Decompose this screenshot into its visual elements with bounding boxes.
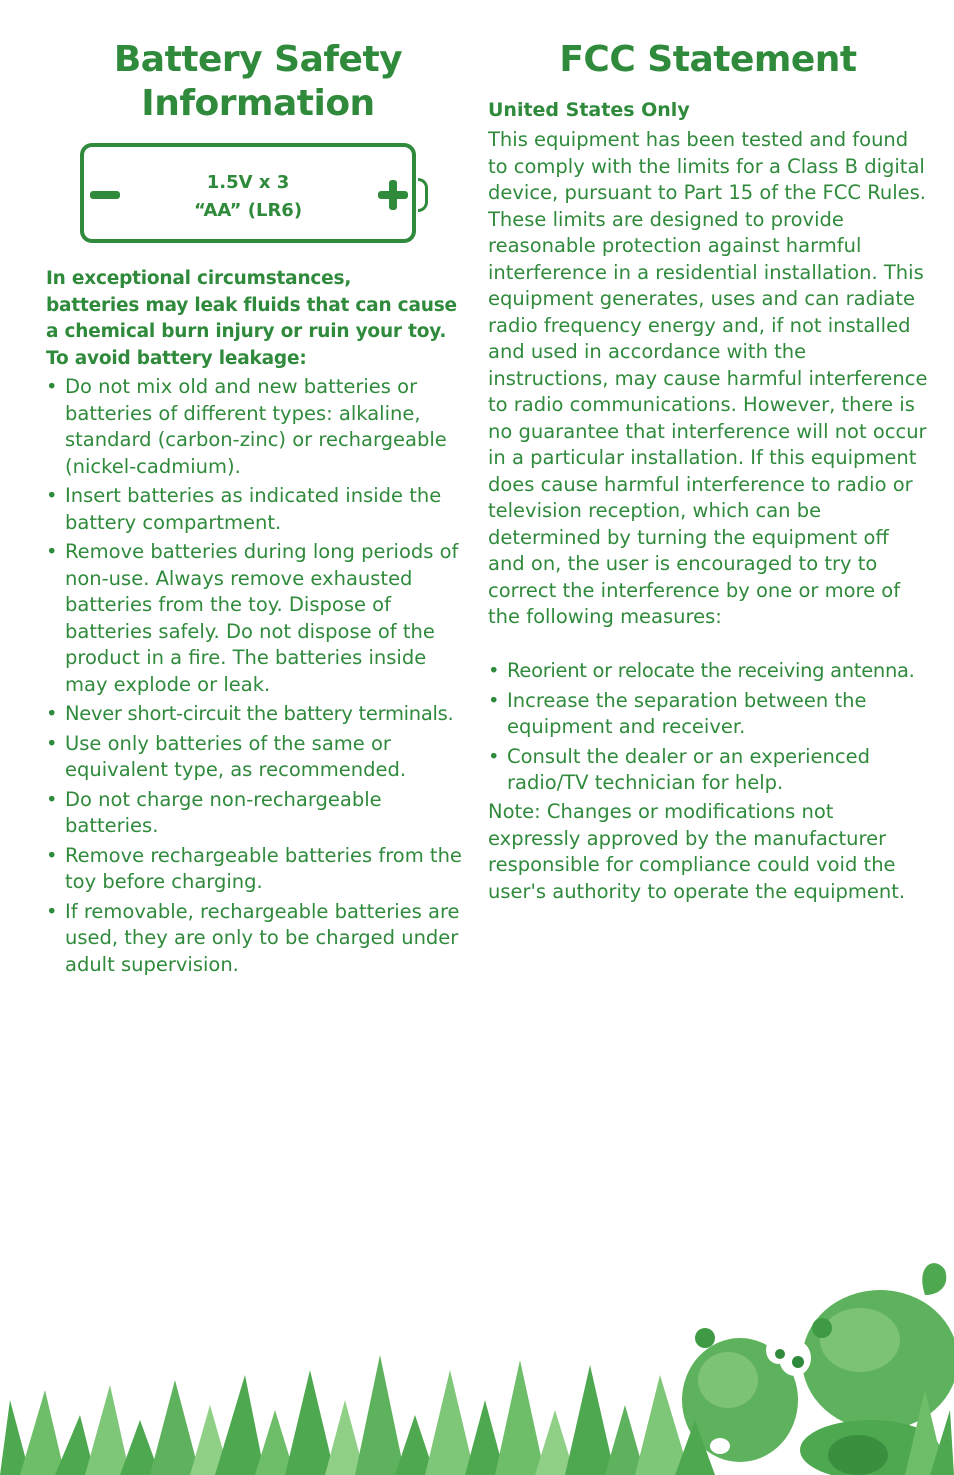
battery-safety-list: [46, 374, 474, 981]
list-item: • Never short-circuit the battery terminals.: [46, 701, 474, 728]
fcc-measures-list: [488, 658, 934, 800]
plus-terminal-icon: [389, 180, 397, 210]
list-item: • Use only batteries of the same or equivalent type, as recommended.: [46, 731, 474, 784]
list-item: • If removable, rechargeable batteries are used, they are only to be charged under adult supervision.: [46, 899, 474, 979]
battery-label: [84, 169, 412, 225]
list-item: • Do not mix old and new batteries or batteries of different types: alkaline, standard (carbon-zinc) or rechargeable (nickel-cadmium).: [46, 374, 474, 480]
leakage-warning: [46, 266, 470, 372]
list-item: • Insert batteries as indicated inside the battery compartment.: [46, 483, 474, 536]
battery-nub-icon: [418, 178, 428, 212]
fcc-section: [488, 38, 928, 82]
list-item: • Remove rechargeable batteries from the toy before charging.: [46, 843, 474, 896]
battery-voltage: 1.5V x 3: [206, 172, 290, 193]
list-item: • Consult the dealer or an experienced radio/TV technician for help.: [488, 744, 934, 797]
warning-line: a chemical burn injury or ruin your toy.: [46, 321, 447, 342]
battery-type: “AA” (LR6): [193, 200, 303, 221]
fcc-title: FCC Statement: [559, 39, 857, 80]
list-item: • Remove batteries during long periods of non-use. Always remove exhausted batteries from the toy. Dispose of batteries safely. Do not dispose of the product in a fire. The batteries inside may explode or leak.: [46, 539, 474, 698]
battery-safety-section: [46, 38, 470, 126]
list-item: • Increase the separation between the equipment and receiver.: [488, 688, 934, 741]
warning-line: To avoid battery leakage:: [46, 347, 307, 369]
fcc-note: Note: Changes or modifications not expressly approved by the manufacturer responsible for compliance could void the user's authority to operate the equipment.: [488, 800, 906, 903]
fcc-body-text: This equipment has been tested and found to comply with the limits for a Class B digital device, pursuant to Part 15 of the FCC Rules. These limits are designed to provide reasonable protection against harmful interference in a residential installation. This equipment generates, uses and can radiate radio frequency energy and, if not installed and used in accordance with the instructions, may cause harmful interference to radio communications. However, there is no guarantee that interference will not occur in a particular installation. If this equipment does cause harmful interference to radio or television reception, which can be determined by turning the equipment off and on, the user is encouraged to try to correct the interference by one or more of the following measures:: [488, 128, 928, 628]
title-line: Information: [141, 83, 375, 124]
grass-and-hippos-illustration: [0, 1250, 954, 1475]
list-item: • Reorient or relocate the receiving antenna.: [488, 658, 934, 685]
warning-line: In exceptional circumstances,: [46, 268, 352, 289]
list-item: • Do not charge non-rechargeable batteries.: [46, 787, 474, 840]
warning-line: batteries may leak fluids that can cause: [46, 294, 457, 316]
title-line: Battery Safety: [113, 39, 403, 80]
fcc-subtitle: United States Only: [488, 99, 690, 121]
battery-icon: [80, 143, 416, 243]
battery-safety-title: [46, 38, 470, 126]
